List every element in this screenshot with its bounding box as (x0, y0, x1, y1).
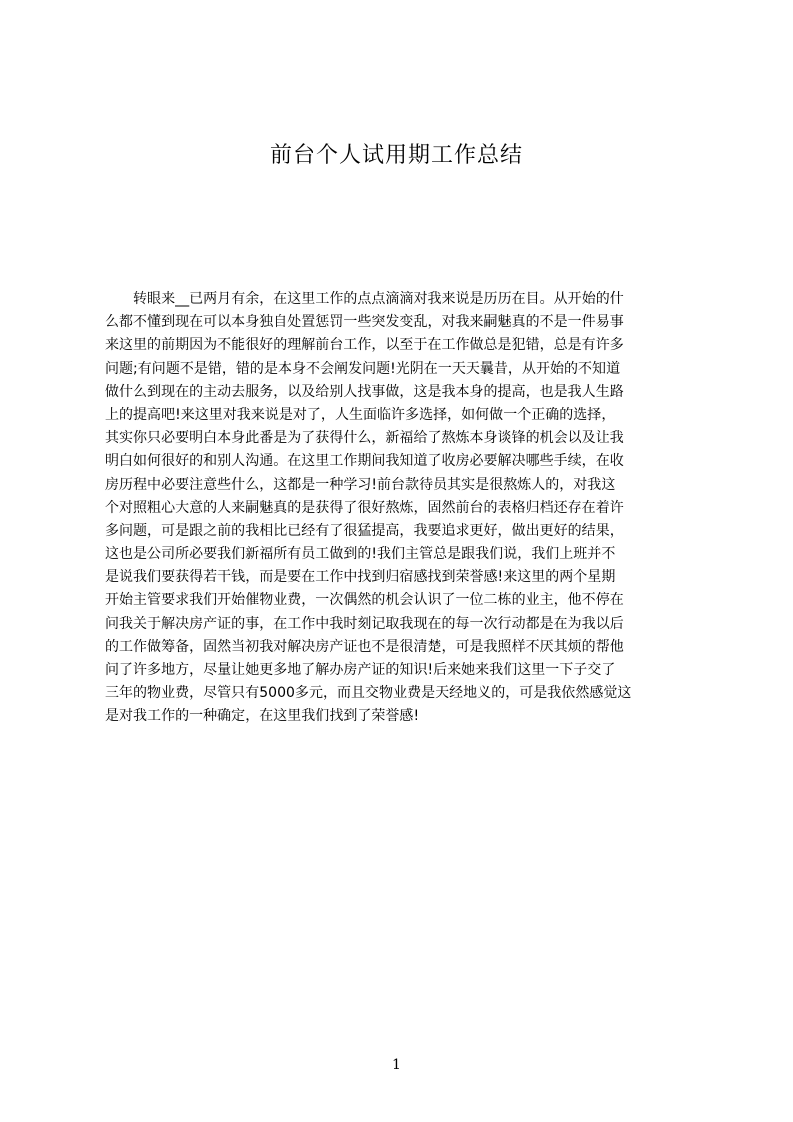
body-line: 做什么到现在的主动去服务，以及给别人找事做，这是我本身的提高，也是我人生路 (105, 383, 624, 400)
body-line: 的工作做筹备，固然当初我对解决房产证也不是很清楚，可是我照样不厌其烦的帮他 (105, 638, 624, 655)
body-line: 房历程中必要注意些什么，这都是一种学习!前台款待员其实是很熬炼人的，对我这 (105, 476, 616, 493)
body-line: 三年的物业费，尽管只有5000多元，而且交物业费是天经地义的，可是我依然感觉这 (105, 685, 632, 702)
body-line: 是说我们要获得若干钱，而是要在工作中找到归宿感找到荣誉感!来这里的两个星期 (105, 569, 616, 586)
page-number: 1 (392, 1057, 401, 1073)
document-title: 前台个人试用期工作总结 (269, 143, 523, 168)
body-line: 多问题，可是跟之前的我相比已经有了很猛提高，我要追求更好，做出更好的结果， (105, 522, 624, 539)
body-line: 这也是公司所必要我们新福所有员工做到的!我们主管总是跟我们说，我们上班并不 (105, 546, 616, 563)
body-line: 上的提高吧!来这里对我来说是对了，人生面临许多选择，如何做一个正确的选择， (105, 406, 616, 423)
document-body (105, 288, 701, 808)
body-line: 问了许多地方，尽量让她更多地了解办房产证的知识!后来她来我们这里一下子交了 (105, 662, 616, 678)
body-line: 问题;有问题不是错，错的是本身不会阐发问题!光阴在一天天曩昔，从开始的不知道 (105, 360, 621, 377)
body-line: 么都不懂到现在可以本身独自处置惩罚一些突发变乱，对我来嗣魅真的不是一件易事 (105, 314, 624, 331)
body-line: 其实你只必要明白本身此番是为了获得什么，新福给了熬炼本身谈锋的机会以及让我 (105, 430, 624, 447)
body-line: 开始主管要求我们开始催物业费，一次偶然的机会认识了一位二栋的业主，他不停在 (105, 592, 624, 609)
body-line: 来这里的前期因为不能很好的理解前台工作，以至于在工作做总是犯错，总是有许多 (105, 337, 624, 354)
body-line: 明白如何很好的和别人沟通。在这里工作期间我知道了收房必要解决哪些手续，在收 (105, 453, 624, 470)
body-line: 问我关于解决房产证的事，在工作中我时刻记取我现在的每一次行动都是在为我以后 (105, 615, 624, 632)
body-line: 个对照粗心大意的人来嗣魅真的是获得了很好熬炼，固然前台的表格归档还存在着许 (105, 499, 624, 516)
body-line: 是对我工作的一种确定，在这里我们找到了荣誉感! (105, 708, 420, 725)
body-line: 转眼来__已两月有余，在这里工作的点点滴滴对我来说是历历在目。从开始的什 (105, 291, 624, 307)
